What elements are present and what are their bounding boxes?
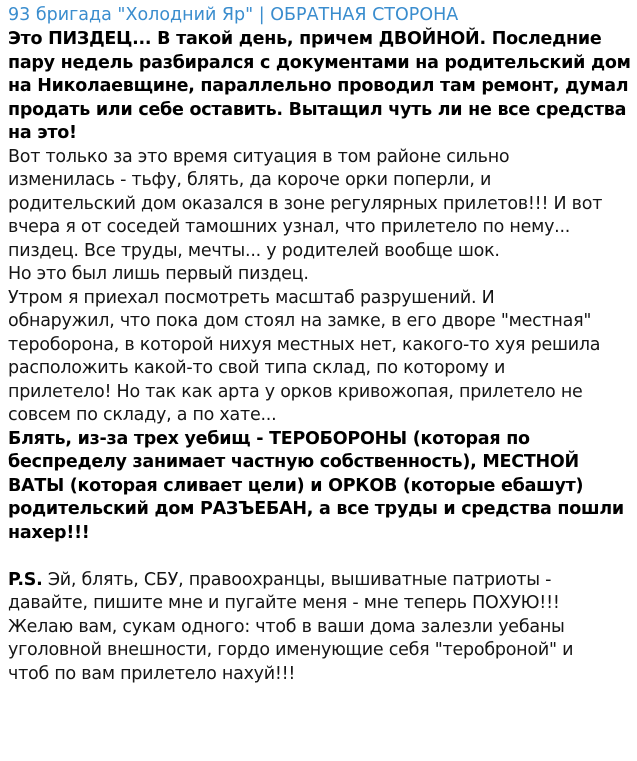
message-line: беспределу занимает частную собственность), МЕСТНОЙ [8, 452, 579, 472]
message-line: на это! [8, 123, 77, 143]
message-line: Блять, из-за трех уебищ - ТЕРОБОРОНЫ (которая по [8, 428, 530, 449]
channel-name[interactable]: 93 бригада "Холодний Яр" | ОБРАТНАЯ СТОРОНА [8, 5, 459, 25]
message-line: прилетело! Но так как арта у орков кривожопая, прилетело не [8, 381, 583, 402]
message-line: ВАТЫ (которая сливает цели) и ОРКОВ (которые ебашут) [8, 475, 584, 496]
message-line: расположить какой-то свой типа склад, по которому и [8, 358, 506, 378]
message-line: Но это был лишь первый пиздец. [8, 264, 309, 284]
message-line: изменилась - тьфу, блять, да короче орки поперли, и [8, 170, 492, 190]
message-line: на Николаевщине, параллельно проводил там ремонт, думал [8, 76, 629, 96]
message-line: родительский дом оказался в зоне регулярных прилетов!!! И вот [8, 193, 603, 214]
message-line: вчера я от соседей тамошних узнал, что прилетело по нему... [8, 217, 571, 237]
message-line: Это ПИЗДЕЦ... В такой день, причем ДВОЙНОЙ. Последние [8, 29, 602, 49]
message-line: чтоб по вам прилетело нахуй!!! [8, 663, 296, 684]
paragraph-spacer [8, 545, 627, 569]
message-line: совсем по складу, а по хате... [8, 405, 277, 425]
message-line: обнаружил, что пока дом стоял на замке, в его дворе "местная" [8, 311, 592, 331]
message-line: Вот только за это время ситуация в том районе сильно [8, 146, 510, 167]
message-line: продать или себе оставить. Вытащил чуть ли не все средства [8, 99, 627, 120]
message-line: пиздец. Все труды, мечты... у родителей вообще шок. [8, 240, 500, 261]
ps-label: P.S. [8, 569, 43, 590]
ps-text: Эй, блять, СБУ, правоохранцы, вышиватные патриоты - [42, 569, 552, 590]
message-line: нахер!!! [8, 522, 90, 543]
message-line: родительский дом РАЗЪЕБАН, а все труды и средства пошли [8, 499, 624, 519]
message-line: Желаю вам, сукам одного: чтоб в ваши дома залезли уебаны [8, 616, 565, 637]
message-line: уголовной внешности, гордо именующие себя "тероброной" и [8, 640, 574, 660]
message-line: пару недель разбирался с документами на родительский дом [8, 52, 631, 73]
ps-line [8, 569, 627, 593]
message-line: Утром я приехал посмотреть масштаб разрушений. И [8, 287, 495, 308]
message-line: тероборона, в которой нихуя местных нет, какого-то хуя решила [8, 334, 601, 355]
message-line: давайте, пишите мне и пугайте меня - мне теперь ПОХУЮ!!! [8, 593, 560, 613]
